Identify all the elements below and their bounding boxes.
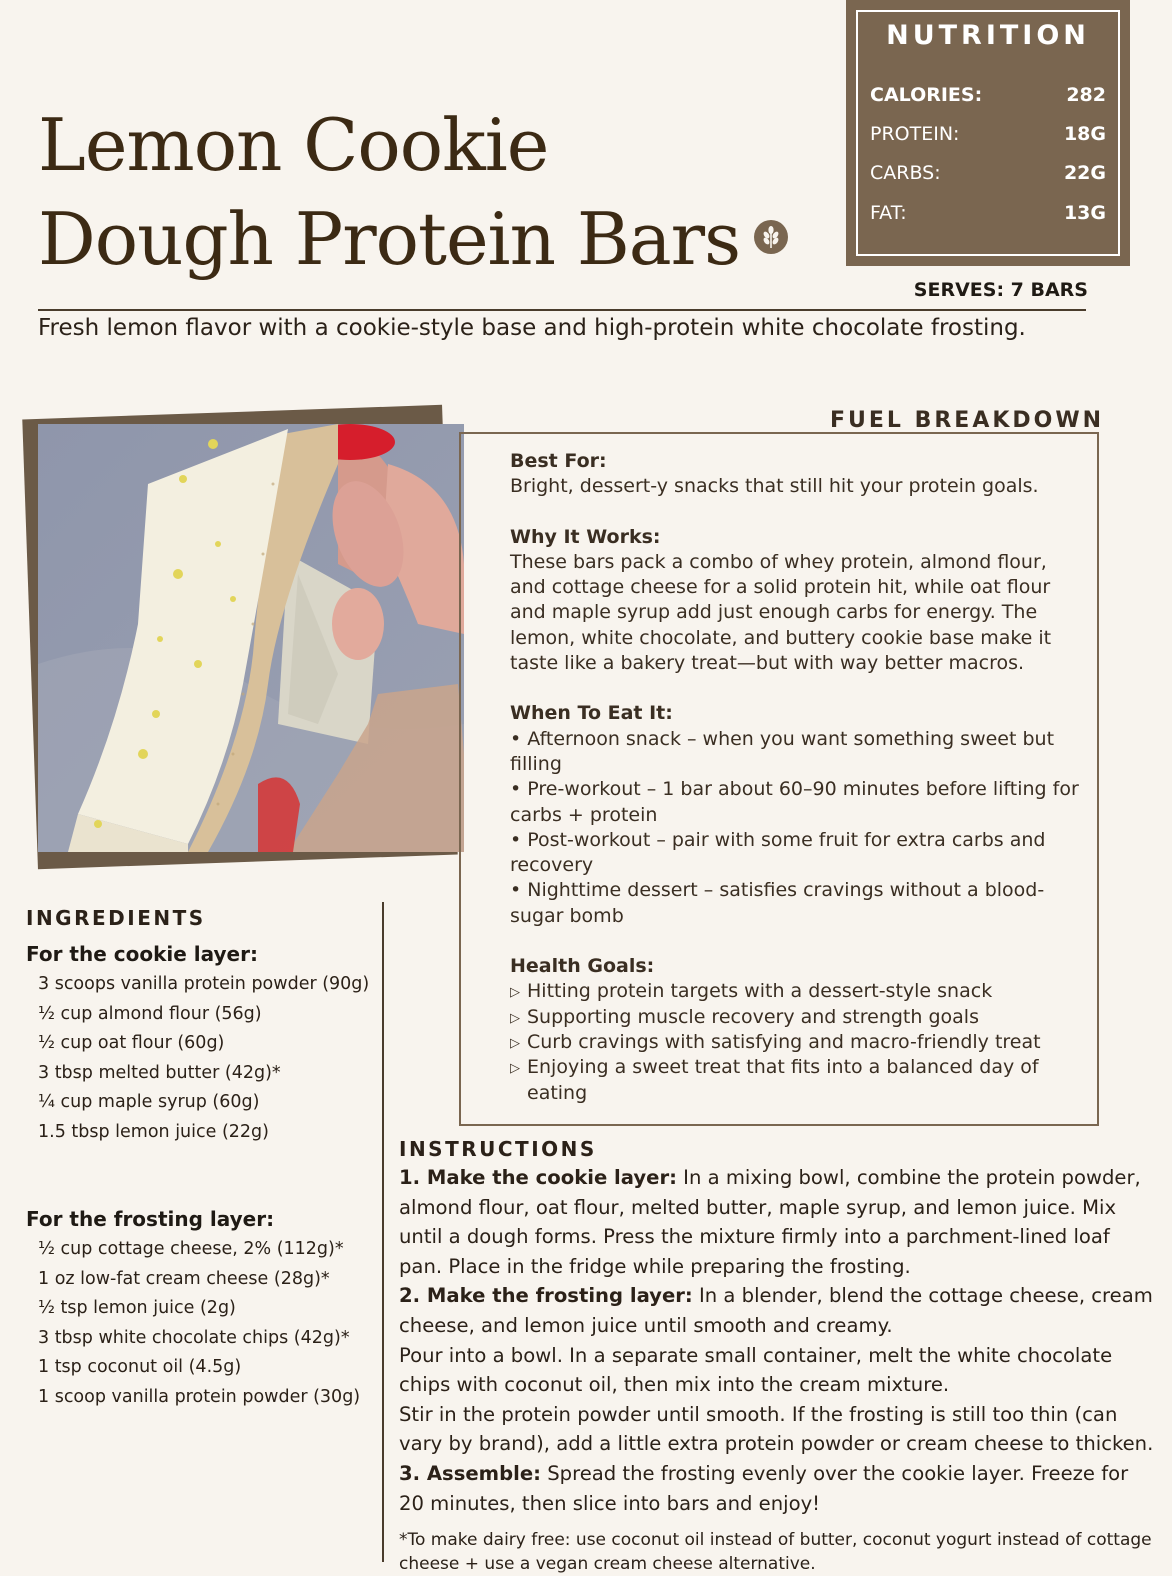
ingredient-item: ¼ cup maple syrup (60g): [38, 1092, 260, 1113]
nutrition-row-fat: [870, 202, 1106, 232]
nutrition-panel: [846, 0, 1130, 266]
step-1-label: 1. Make the cookie layer:: [399, 1166, 677, 1189]
cookie-ingredients-list: [38, 970, 378, 1148]
health-goal-text: Enjoying a sweet treat that fits into a balanced day of eating: [527, 1056, 1039, 1104]
nutrition-value: 282: [1066, 84, 1106, 106]
nutrition-label: CARBS:: [870, 162, 941, 184]
best-for-label: Best For:: [510, 450, 607, 472]
frosting-ingredients-list: [38, 1235, 378, 1413]
health-goal-text: Hitting protein targets with a dessert-style snack: [527, 980, 993, 1003]
ingredient-item: 1 scoop vanilla protein powder (30g): [38, 1386, 361, 1407]
recipe-title: [38, 98, 838, 286]
ingredient-item: 3 tbsp white chocolate chips (42g)*: [38, 1327, 350, 1348]
health-goal-item: [510, 979, 1080, 1004]
title-divider: [38, 309, 1086, 311]
instruction-step-2: [399, 1281, 1155, 1340]
when-to-eat-label: When To Eat It:: [510, 702, 673, 725]
frosting-layer-heading: For the frosting layer:: [26, 1207, 275, 1231]
fuel-breakdown-content: [510, 449, 1080, 1106]
nutrition-label: CALORIES:: [870, 84, 983, 106]
recipe-subtitle: Fresh lemon flavor with a cookie-style base and high-protein white chocolate frosting.: [38, 315, 1026, 341]
nutrition-value: 13G: [1063, 202, 1106, 224]
instruction-step-2c: Stir in the protein powder until smooth. If the frosting is still too thin (can vary by brand), add a little extra protein powder or cream cheese to thicken.: [399, 1402, 1154, 1456]
recipe-photo: [38, 424, 464, 852]
nutrition-value: 18G: [1063, 123, 1106, 145]
triangle-bullet-icon: ▷: [510, 1035, 520, 1051]
step-3-text: Spread the frosting evenly over the cookie layer. Freeze for 20 minutes, then slice into bars and enjoy!: [399, 1461, 1129, 1515]
step-1-text: In a mixing bowl, combine the protein powder, almond flour, oat flour, melted butter, maple syrup, and lemon juice. Mix until a dough forms. Press the mixture firmly into a parchment-lined loaf pan. Place in the fridge while preparing the frosting.: [399, 1166, 1141, 1278]
triangle-bullet-icon: ▷: [510, 985, 520, 1001]
nutrition-row-carbs: [870, 162, 1106, 192]
ingredient-item: ½ cup almond flour (56g): [38, 1003, 262, 1024]
instruction-step-2b: Pour into a bowl. In a separate small container, melt the white chocolate chips with coconut oil, then mix into the cream mixture.: [399, 1343, 1113, 1397]
recipe-title-line-2-text: Dough Protein Bars: [38, 197, 741, 281]
why-it-works-section: [510, 525, 1080, 677]
why-it-works-text: These bars pack a combo of whey protein, almond flour, and cottage cheese for a solid protein hit, while oat flour and maple syrup add just enough carbs for energy. The lemon, white chocolate, and buttery cookie base make it taste like a bakery treat—but with way better macros.: [510, 550, 1052, 675]
health-goals-label: Health Goals:: [510, 955, 655, 978]
when-to-eat-item: • Post-workout – pair with some fruit for extra carbs and recovery: [510, 828, 1046, 877]
nutrition-row-protein: [870, 123, 1106, 153]
health-goal-item: [510, 1055, 1080, 1106]
ingredient-item: ½ tsp lemon juice (2g): [38, 1298, 236, 1319]
step-2-text: In a blender, blend the cottage cheese, cream cheese, and lemon juice until smooth and creamy.: [399, 1284, 1153, 1337]
fuel-breakdown-heading: FUEL BREAKDOWN: [830, 408, 1105, 433]
instruction-step-1: [399, 1163, 1155, 1281]
nutrition-value: 22G: [1063, 162, 1106, 184]
when-to-eat-item: • Nighttime dessert – satisfies cravings without a blood-sugar bomb: [510, 879, 1045, 927]
instructions-heading: INSTRUCTIONS: [399, 1137, 597, 1161]
step-3-label: 3. Assemble:: [399, 1461, 541, 1485]
nutrition-row-calories: [870, 84, 1106, 114]
ingredient-item: ½ cup oat flour (60g): [38, 1033, 225, 1054]
when-to-eat-item: • Afternoon snack – when you want something sweet but filling: [510, 727, 1055, 775]
nutrition-heading: NUTRITION: [886, 20, 1090, 51]
wheat-leaf-icon: [754, 220, 788, 254]
best-for-section: [510, 449, 1080, 500]
ingredient-item: 3 tbsp melted butter (42g)*: [38, 1062, 281, 1083]
ingredient-item: 1 oz low-fat cream cheese (28g)*: [38, 1268, 330, 1289]
nutrition-label: PROTEIN:: [870, 123, 960, 145]
health-goal-text: Supporting muscle recovery and strength goals: [527, 1005, 979, 1028]
serves-label: SERVES: 7 BARS: [913, 279, 1088, 301]
column-divider: [382, 902, 384, 1562]
instruction-step-3: [399, 1459, 1155, 1518]
ingredient-item: ½ cup cottage cheese, 2% (112g)*: [38, 1239, 344, 1259]
triangle-bullet-icon: ▷: [510, 1061, 520, 1077]
triangle-bullet-icon: ▷: [510, 1010, 520, 1026]
cookie-layer-heading: For the cookie layer:: [26, 942, 258, 966]
step-2-label: 2. Make the frosting layer:: [399, 1284, 693, 1308]
when-to-eat-item: • Pre-workout – 1 bar about 60–90 minutes before lifting for carbs + protein: [510, 778, 1079, 826]
ingredient-item: 1 tsp coconut oil (4.5g): [38, 1357, 242, 1378]
dairy-free-footnote: *To make dairy free: use coconut oil instead of butter, coconut yogurt instead of cottage cheese + use a vegan cream cheese alternative.: [399, 1530, 1152, 1574]
ingredient-item: 1.5 tbsp lemon juice (22g): [38, 1121, 269, 1142]
health-goal-item: [510, 1005, 1080, 1030]
health-goal-text: Curb cravings with satisfying and macro-friendly treat: [527, 1030, 1041, 1053]
recipe-title-line-1: Lemon Cookie: [38, 103, 549, 187]
health-goal-item: [510, 1030, 1080, 1055]
protein-bar-illustration: [38, 424, 464, 852]
recipe-title-line-2: [38, 192, 838, 286]
ingredient-item: 3 scoops vanilla protein powder (90g): [38, 974, 370, 994]
health-goals-section: [510, 954, 1080, 1106]
best-for-text: Bright, dessert-y snacks that still hit your protein goals.: [510, 475, 1039, 498]
nutrition-label: FAT:: [870, 202, 907, 224]
when-to-eat-section: [510, 701, 1080, 929]
ingredients-heading: INGREDIENTS: [26, 906, 206, 930]
instructions-body: [399, 1163, 1155, 1518]
why-it-works-label: Why It Works:: [510, 525, 661, 548]
